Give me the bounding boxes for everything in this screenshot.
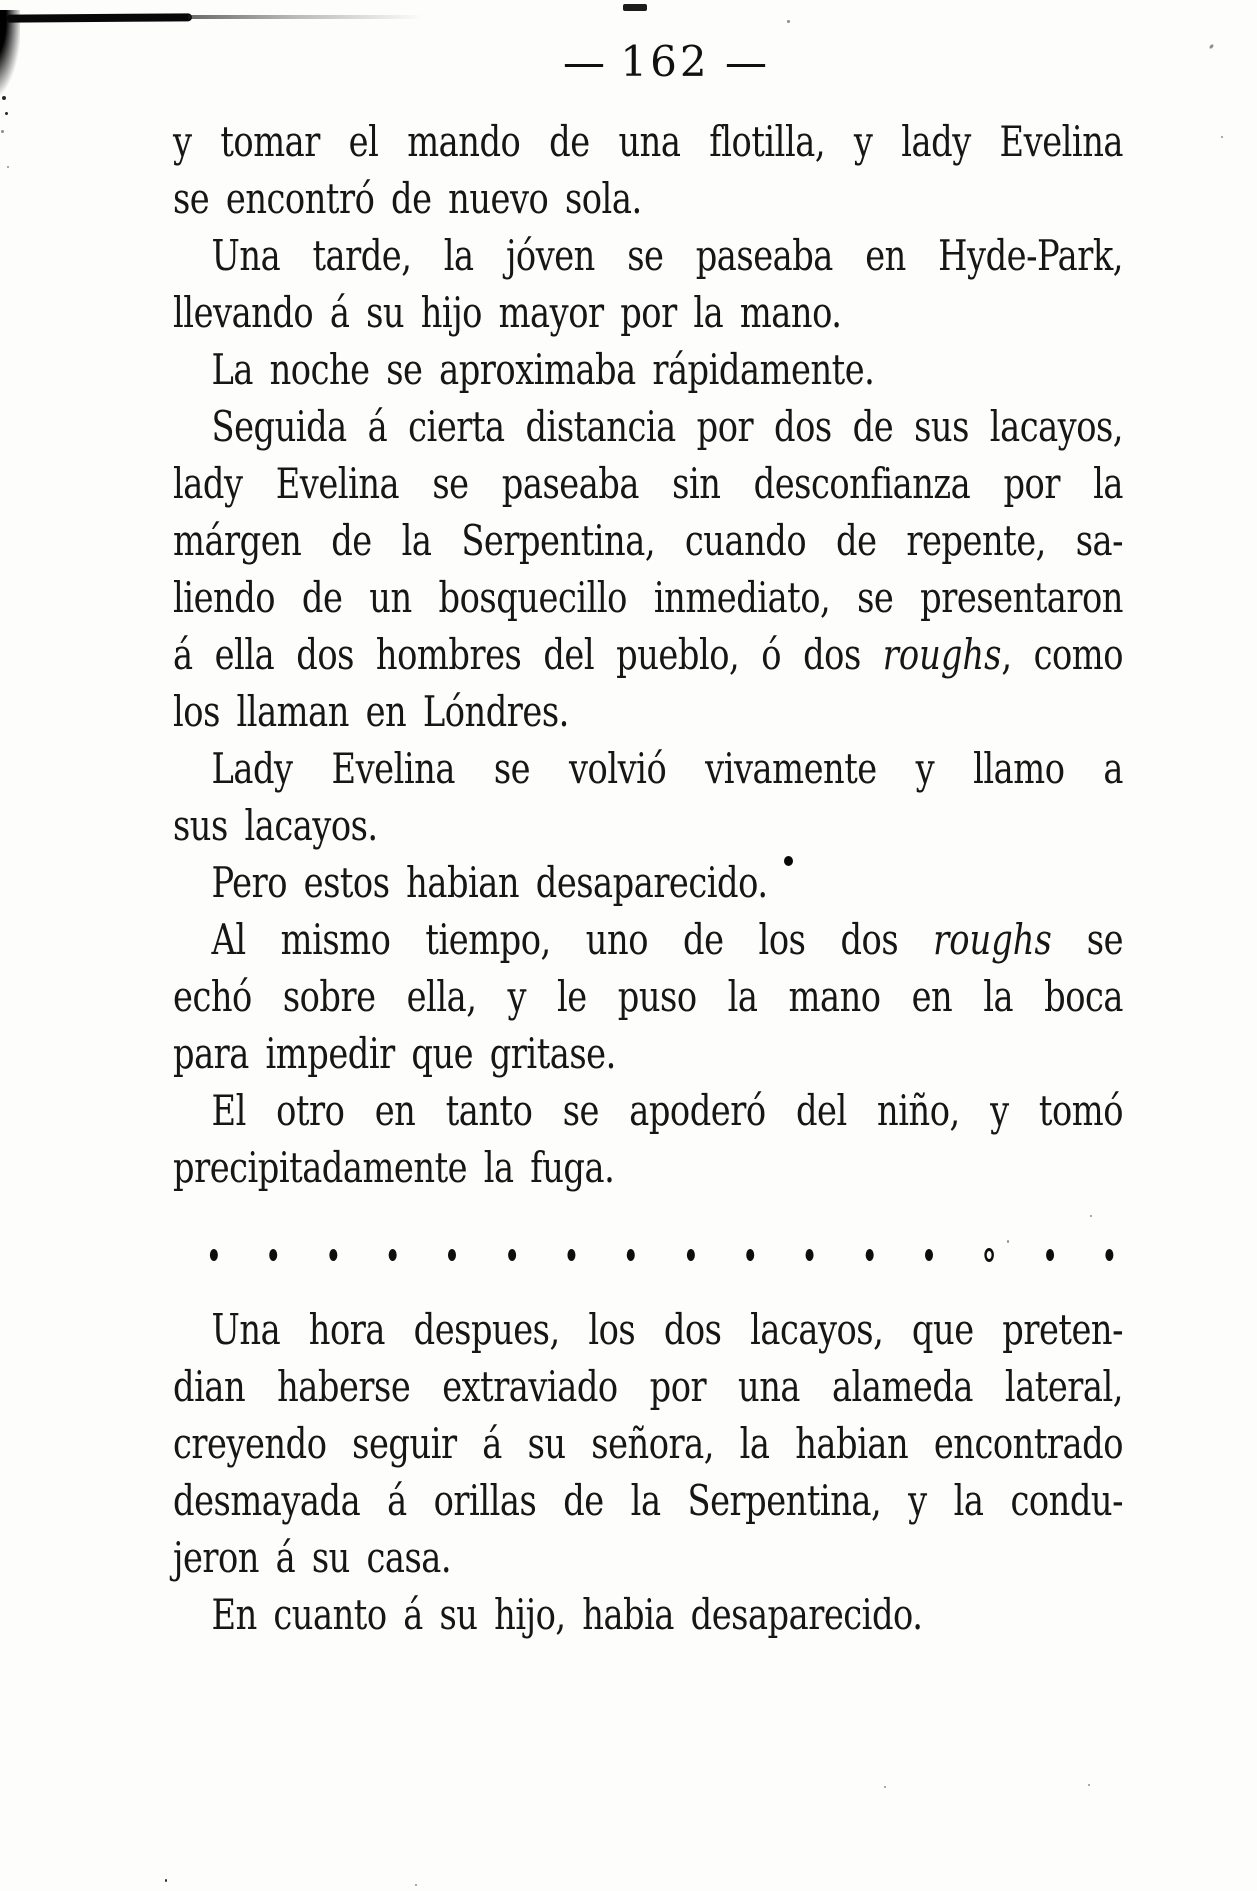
text-line: Lady Evelina se volvió vivamente y llamo a <box>211 744 1124 793</box>
separator-dot <box>865 1249 873 1261</box>
separator-dot <box>210 1249 218 1261</box>
text-segment: , como <box>1001 630 1124 679</box>
text-line: se encontró de nuevo sola. <box>173 174 642 223</box>
scan-speck <box>5 112 8 115</box>
separator-dot <box>806 1249 814 1261</box>
scan-speck <box>1 130 4 133</box>
italic-word: roughs <box>933 915 1052 964</box>
scan-speck <box>1090 1215 1092 1217</box>
separator-dot <box>329 1249 337 1261</box>
page-number-left-dash: — <box>563 34 605 88</box>
separator-hollow-dot <box>985 1248 995 1262</box>
text-line: márgen de la Serpentina, cuando de repente, sa- <box>173 516 1124 565</box>
scan-artifact-corner-blob <box>0 10 20 96</box>
text-line: Una hora despues, los dos lacayos, que preten- <box>211 1305 1124 1354</box>
text-column <box>173 113 1123 1643</box>
text-segment: se <box>1051 915 1124 964</box>
scan-speck <box>165 1879 167 1882</box>
separator-dot <box>448 1249 456 1261</box>
scan-artifact-top-line-fade <box>188 15 423 19</box>
scan-speck <box>7 166 9 168</box>
text-line: dian haberse extraviado por una alameda lateral, <box>173 1362 1124 1411</box>
scan-speck <box>1088 1784 1090 1786</box>
scan-speck <box>415 1884 417 1886</box>
scan-artifact-top-line <box>6 13 192 22</box>
text-segment: á ella dos hombres del pueblo, ó dos <box>173 630 883 679</box>
separator-dot <box>1105 1249 1113 1261</box>
text-line: liendo de un bosquecillo inmediato, se presentaron <box>173 573 1124 622</box>
scan-speck <box>884 1786 886 1788</box>
separator-dot <box>269 1249 277 1261</box>
text-line: jeron á su casa. <box>173 1533 452 1582</box>
page-number-right-dash: — <box>724 34 767 88</box>
separator-dot <box>389 1249 397 1261</box>
text-line: Pero estos habian desaparecido. <box>211 858 768 907</box>
text-line: los llaman en Lóndres. <box>173 687 569 736</box>
separator-dot <box>925 1249 933 1261</box>
text-line <box>173 626 1123 683</box>
scan-speck <box>1209 44 1215 50</box>
text-line: El otro en tanto se apoderó del niño, y tomó <box>211 1086 1124 1135</box>
separator-dot <box>1046 1249 1054 1261</box>
text-line: echó sobre ella, y le puso la mano en la boca <box>173 972 1124 1021</box>
scan-speck <box>1221 136 1223 138</box>
text-line: y tomar el mando de una flotilla, y lady Evelina <box>173 117 1124 166</box>
separator-dot <box>567 1249 575 1261</box>
scan-speck <box>1007 1240 1009 1243</box>
text-line: En cuanto á su hijo, habia desaparecido. <box>211 1590 923 1639</box>
page-number-value: 162 <box>620 36 710 86</box>
text-line: lady Evelina se paseaba sin desconfianza por la <box>173 459 1124 508</box>
separator-dot <box>687 1249 695 1261</box>
page-number <box>563 36 767 86</box>
scan-speck <box>2 96 6 100</box>
text-line: Una tarde, la jóven se paseaba en Hyde-Park, <box>211 231 1124 280</box>
italic-word: roughs <box>882 630 1002 679</box>
text-line: para impedir que gritase. <box>173 1029 616 1078</box>
text-line: precipitadamente la fuga. <box>173 1143 615 1192</box>
text-line: creyendo seguir á su señora, la habian encontrado <box>173 1419 1124 1468</box>
text-line: sus lacayos. <box>173 801 378 850</box>
text-line: llevando á su hijo mayor por la mano. <box>173 288 842 337</box>
text-line: La noche se aproximaba rápidamente. <box>211 345 875 394</box>
separator-dots <box>173 1240 1123 1270</box>
scan-speck <box>787 20 790 23</box>
separator-dot <box>508 1249 516 1261</box>
scan-artifact-top-center-dash <box>623 4 647 11</box>
text-line: desmayada á orillas de la Serpentina, y la condu- <box>173 1476 1124 1525</box>
separator-dot <box>746 1249 754 1261</box>
text-line <box>173 911 1123 968</box>
text-segment: Al mismo tiempo, uno de los dos <box>211 915 934 964</box>
separator-dot <box>627 1249 635 1261</box>
text-line: Seguida á cierta distancia por dos de sus lacayos, <box>211 402 1124 451</box>
